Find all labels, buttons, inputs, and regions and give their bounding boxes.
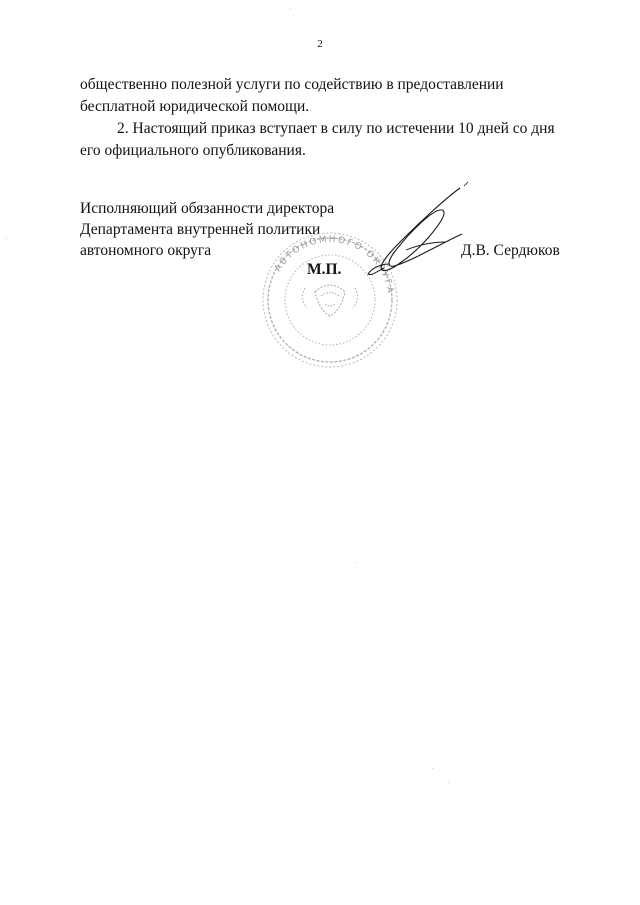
signatory-name: Д.В. Сердюков (461, 242, 560, 259)
position-line-1: Исполняющий обязанности директора (80, 200, 335, 217)
scan-speck (355, 562, 356, 563)
scan-speck (432, 768, 433, 769)
handwritten-signature (350, 180, 475, 290)
document-body (80, 74, 565, 162)
scan-speck (290, 8, 291, 9)
position-line-2: Департамента внутренней политики (80, 221, 321, 238)
paragraph-continued: общественно полезной услуги по содействию в предоставлении бесплатной юридической помощи. (80, 76, 504, 115)
scan-speck (6, 238, 7, 239)
page-number: 2 (317, 38, 323, 50)
position-line-3: автономного округа (80, 242, 212, 259)
seal-text: АВТОНОМНОГО ОКРУГА (273, 234, 395, 296)
scan-speck (448, 782, 449, 783)
paragraph-2: 2. Настоящий приказ вступает в силу по истечении 10 дней со дня его официального опубликования. (80, 120, 555, 159)
stamp-label: М.П. (307, 261, 342, 278)
